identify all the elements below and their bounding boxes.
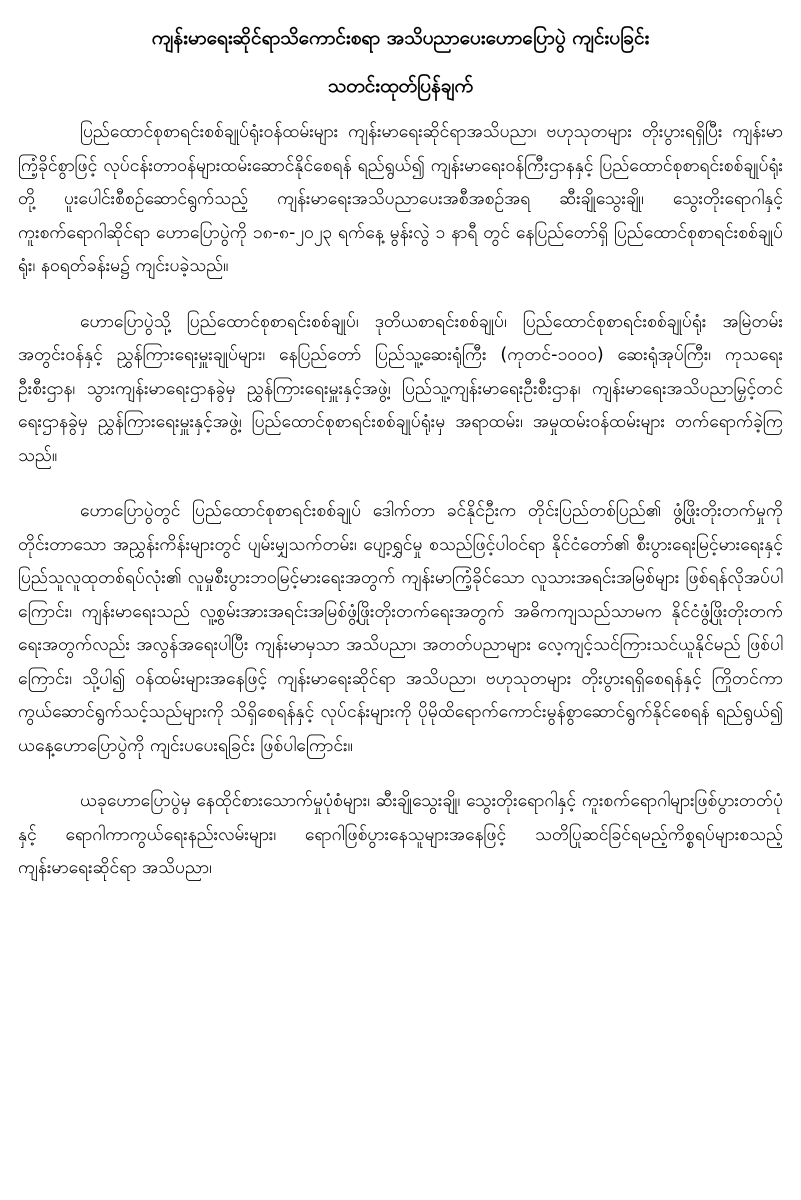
paragraph-2: ဟောပြောပွဲသို့ ပြည်ထောင်စုစာရင်းစစ်ချုပ်၊ ဒုတိယစာရင်းစစ်ချုပ်၊ ပြည်ထောင်စုစာရင်းစစ်ချုပ်ရုံး အမြဲတမ်းအတွင်းဝန်နှင့် ညွှန်ကြားရေးမှူးချုပ်များ၊ နေပြည်တော် ပြည်သူ့ဆေးရုံကြီး (ကုတင်-၁၀၀၀) ဆေးရုံအုပ်ကြီး၊ ကုသရေးဦးစီးဌာန၊ သွားကျန်းမာရေးဌာနခွဲမှ ညွှန်ကြားရေးမှူးနှင့်အဖွဲ့၊ ပြည်သူ့ကျန်းမာရေးဦးစီးဌာန၊ ကျန်းမာရေးအသိပညာမြှင့်တင်ရေးဌာနခွဲမှ ညွှန်ကြားရေးမှူးနှင့်အဖွဲ့၊ ပြည်ထောင်စုစာရင်းစစ်ချုပ်ရုံးမှ အရာထမ်း၊ အမှုထမ်းဝန်ထမ်းများ တက်ရောက်ခဲ့ကြသည်။: [18, 311, 783, 466]
document-subtitle: သတင်းထုတ်ပြန်ချက်: [327, 75, 474, 97]
paragraph-3: ဟောပြောပွဲတွင် ပြည်ထောင်စုစာရင်းစစ်ချုပ် ဒေါက်တာ ခင်နိုင်ဦးက တိုင်းပြည်တစ်ပြည်၏ ဖွံ့ဖြိုးတိုးတက်မှုကိုတိုင်းတာသော အညွှန်းကိန်းများတွင် ပျမ်းမျှသက်တမ်း၊ ပျော့ရွှင်မှု စသည်ဖြင့်ပါဝင်ရာ နိုင်ငံတော်၏ စီးပွားရေးမြင့်မားရေးနှင့် ပြည်သူလူထုတစ်ရပ်လုံး၏ လူမှုစီးပွားဘဝမြင့်မားရေးအတွက် ကျန်းမာကြံ့ခိုင်သော လူသားအရင်းအမြစ်များ ဖြစ်ရန်လိုအပ်ပါကြောင်း၊ ကျန်းမာရေးသည် လူ့စွမ်းအားအရင်းအမြစ်ဖွံ့ဖြိုးတိုးတက်ရေးအတွက် အဓိကကျသည်သာမက နိုင်ငံဖွံ့ဖြိုးတိုးတက်ရေးအတွက်လည်း အလွန်အရေးပါပြီး ကျန်းမာမှသာ အသိပညာ၊ အတတ်ပညာများ လေ့ကျင့်သင်ကြားသင်ယူနိုင်မည် ဖြစ်ပါကြောင်း၊ သို့ပါ၍ ဝန်ထမ်းများအနေဖြင့် ကျန်းမာရေးဆိုင်ရာ အသိပညာ၊ ဗဟုသုတများ တိုးပွားရရှိစေရန်နှင့် ကြိုတင်ကာကွယ်ဆောင်ရွက်သင့်သည်များကို သိရှိစေရန်နှင့် လုပ်ငန်းများကို ပိုမိုထိရောက်ကောင်းမွန်စွာဆောင်ရွက်နိုင်စေရန် ရည်ရွယ်၍ ယနေ့ဟောပြောပွဲကို ကျင်းပပေးရခြင်း ဖြစ်ပါကြောင်း။: [18, 501, 783, 756]
paragraph-4: ယခုဟောပြောပွဲမှ နေထိုင်စားသောက်မှုပုံစံများ၊ ဆီးချိုသွေးချို၊ သွေးတိုးရောဂါနှင့် ကူးစက်ရောဂါများဖြစ်ပွားတတ်ပုံနှင့် ရောဂါကာကွယ်ရေးနည်းလမ်းများ၊ ရောဂါဖြစ်ပွားနေသူများအနေဖြင့် သတိပြုဆင်ခြင်ရမည့်ကိစ္စရပ်များစသည့် ကျန်းမာရေးဆိုင်ရာ အသိပညာ၊: [18, 791, 783, 878]
document-title: ကျန်းမာရေးဆိုင်ရာသိကောင်းစရာ အသိပညာပေးဟောပြောပွဲ ကျင်းပခြင်း: [151, 27, 650, 49]
paragraph-1: ပြည်ထောင်စုစာရင်းစစ်ချုပ်ရုံးဝန်ထမ်းများ ကျန်းမာရေးဆိုင်ရာအသိပညာ၊ ဗဟုသုတများ တိုးပွားရရှိပြီး ကျန်းမာကြံ့ခိုင်စွာဖြင့် လုပ်ငန်းတာဝန်များထမ်းဆောင်နိုင်စေရန် ရည်ရွယ်၍ ကျန်းမာရေးဝန်ကြီးဌာနနှင့် ပြည်ထောင်စုစာရင်းစစ်ချုပ်ရုံးတို့ ပူးပေါင်းစီစဉ်ဆောင်ရွက်သည့် ကျန်းမာရေးအသိပညာပေးအစီအစဉ်အရ ဆီးချိုသွေးချို၊ သွေးတိုးရောဂါနှင့် ကူးစက်ရောဂါဆိုင်ရာ ဟောပြောပွဲကို ၁၈-၈-၂၀၂၃ ရက်နေ့ မွန်းလွဲ ၁ နာရီ တွင် နေပြည်တော်ရှိ ပြည်ထောင်စုစာရင်းစစ်ချုပ်ရုံး၊ နဝရတ်ခန်းမ၌ ကျင်းပခဲ့သည်။: [18, 122, 783, 276]
